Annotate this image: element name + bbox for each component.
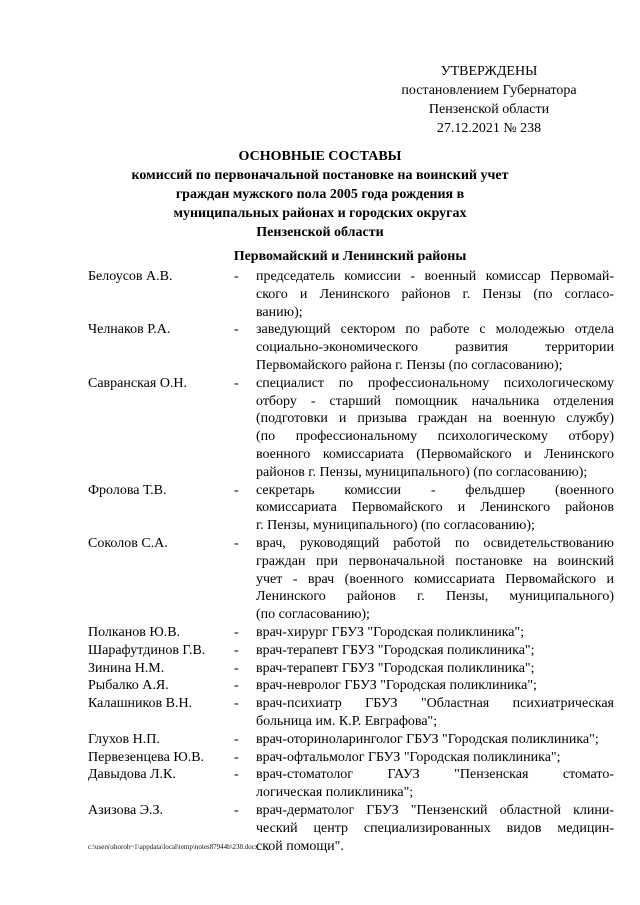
member-role: [256, 660, 614, 678]
role-line: военного комиссариата (Первомайского и Ленинского: [256, 446, 614, 462]
member-name: Азизова Э.З.: [88, 802, 163, 818]
member-name: Полканов Ю.В.: [88, 624, 181, 640]
role-line: специалист по профессиональному психологическому: [256, 375, 614, 391]
role-line: (по согласованию);: [256, 607, 370, 623]
commission-members-list: [88, 268, 614, 855]
member-row: [88, 766, 614, 802]
member-role: [256, 535, 614, 624]
member-row: [88, 677, 614, 695]
member-row: [88, 375, 614, 482]
file-path-footer: c:\users\shoroh~1\appdata\local\temp\notes87944b\238.docx: [88, 843, 259, 851]
member-name: Первезенцева Ю.В.: [88, 749, 205, 765]
dash-separator: -: [234, 375, 239, 391]
role-line: граждан при первоначальной постановке на воинский: [256, 553, 614, 569]
dash-separator: -: [234, 482, 239, 498]
member-role: [256, 766, 614, 802]
approval-stamp: [380, 62, 598, 138]
member-role: [256, 802, 614, 855]
district-heading: Первомайский и Ленинский районы: [233, 249, 467, 264]
role-line: врач-стоматолог ГАУЗ "Пензенская стомато-: [256, 767, 614, 783]
role-line: секретарь комиссии - фельдшер (военного: [256, 482, 614, 498]
member-row: [88, 642, 614, 660]
role-line: комиссариата Первомайского и Ленинского районов: [256, 500, 614, 516]
member-name: Шарафутдинов Г.В.: [88, 642, 206, 658]
dash-separator: -: [234, 660, 239, 676]
member-role: [256, 321, 614, 374]
dash-separator: -: [234, 731, 239, 747]
member-role: [256, 695, 614, 731]
role-line: врач, руководящий работой по освидетельствованию: [256, 535, 614, 551]
approval-heading: УТВЕРЖДЕНЫ: [440, 64, 538, 79]
role-line: отбору - старший помощник начальника отделения: [256, 393, 614, 409]
member-role: [256, 268, 614, 321]
role-line: учет - врач (военного комиссариата Первомайского и: [256, 571, 614, 587]
member-row: [88, 749, 614, 767]
member-role: [256, 749, 614, 767]
role-line: логическая поликлиника";: [256, 785, 414, 801]
member-role: [256, 677, 614, 695]
title-line: комиссий по первоначальной постановке на воинский учет: [131, 168, 509, 183]
role-line: социально-экономического развития территории: [256, 340, 614, 356]
dash-separator: -: [234, 322, 239, 338]
title-line: муниципальных районах и городских округах: [173, 206, 467, 221]
role-line: врач-хирург ГБУЗ "Городская поликлиника";: [256, 624, 525, 640]
member-row: [88, 660, 614, 678]
member-name: Фролова Т.В.: [88, 482, 167, 498]
dash-separator: -: [234, 802, 239, 818]
role-line: заведующий сектором по работе с молодежью отдела: [256, 322, 614, 338]
role-line: ванию);: [256, 304, 303, 320]
approval-decree-line: постановлением Губернатора: [401, 83, 577, 98]
member-role: [256, 375, 614, 482]
member-role: [256, 482, 614, 535]
role-line: Первомайского района г. Пензы (по согласованию);: [256, 357, 563, 373]
dash-separator: -: [234, 642, 239, 658]
member-role: [256, 731, 614, 749]
role-line: больница им. К.Р. Евграфова";: [256, 713, 438, 729]
member-name: Давыдова Л.К.: [88, 767, 176, 783]
role-line: г. Пензы, муниципального) (по согласованию);: [256, 518, 535, 534]
dash-separator: -: [234, 535, 239, 551]
member-role: [256, 642, 614, 660]
role-line: Ленинского районов г. Пензы, муниципального): [256, 589, 614, 605]
approval-region-line: Пензенской области: [428, 102, 550, 117]
role-line: врач-терапевт ГБУЗ "Городская поликлиника";: [256, 642, 535, 658]
member-row: [88, 695, 614, 731]
role-line: председатель комиссии - военный комиссар Первомай-: [256, 269, 614, 284]
role-line: врач-психиатр ГБУЗ "Областная психиатрическая: [256, 696, 614, 712]
title-line: граждан мужского пола 2005 года рождения в: [175, 187, 465, 202]
member-row: [88, 321, 614, 374]
document-title: [0, 147, 640, 242]
dash-separator: -: [234, 749, 239, 765]
member-row: [88, 624, 614, 642]
member-row: [88, 482, 614, 535]
member-name: Савранская О.Н.: [88, 375, 188, 391]
member-name: Белоусов А.В.: [88, 269, 173, 284]
role-line: ского и Ленинского районов г. Пензы (по согласо-: [256, 286, 614, 302]
role-line: (по профессиональному психологическому отбору): [256, 429, 614, 445]
role-line: ской помощи".: [256, 838, 344, 854]
member-name: Калашников В.Н.: [88, 696, 193, 712]
role-line: врач-офтальмолог ГБУЗ "Городская поликлиника";: [256, 749, 561, 765]
member-row: [88, 731, 614, 749]
role-line: (подготовки и призыва граждан на военную службу): [256, 411, 614, 427]
role-line: районов г. Пензы, муниципального) (по согласованию);: [256, 464, 588, 480]
dash-separator: -: [234, 624, 239, 640]
member-name: Зинина Н.М.: [88, 660, 165, 676]
dash-separator: -: [234, 767, 239, 783]
role-line: врач-оториноларинголог ГБУЗ "Городская поликлиника";: [256, 731, 599, 747]
member-row: [88, 268, 614, 321]
member-row: [88, 535, 614, 624]
dash-separator: -: [234, 678, 239, 694]
member-name: Соколов С.А.: [88, 535, 168, 551]
dash-separator: -: [234, 269, 239, 284]
role-line: врач-невролог ГБУЗ "Городская поликлиника";: [256, 678, 537, 694]
role-line: ческий центр специализированных видов медицин-: [256, 820, 614, 836]
member-role: [256, 624, 614, 642]
approval-date-number: 27.12.2021 № 238: [436, 121, 542, 136]
member-name: Челнаков Р.А.: [88, 322, 171, 338]
title-line: ОСНОВНЫЕ СОСТАВЫ: [238, 149, 402, 164]
role-line: врач-терапевт ГБУЗ "Городская поликлиника";: [256, 660, 535, 676]
member-name: Глухов Н.П.: [88, 731, 160, 747]
title-line: Пензенской области: [256, 225, 384, 240]
role-line: врач-дерматолог ГБУЗ "Пензенский областной клини-: [256, 802, 614, 818]
dash-separator: -: [234, 696, 239, 712]
member-name: Рыбалко А.Я.: [88, 678, 169, 694]
